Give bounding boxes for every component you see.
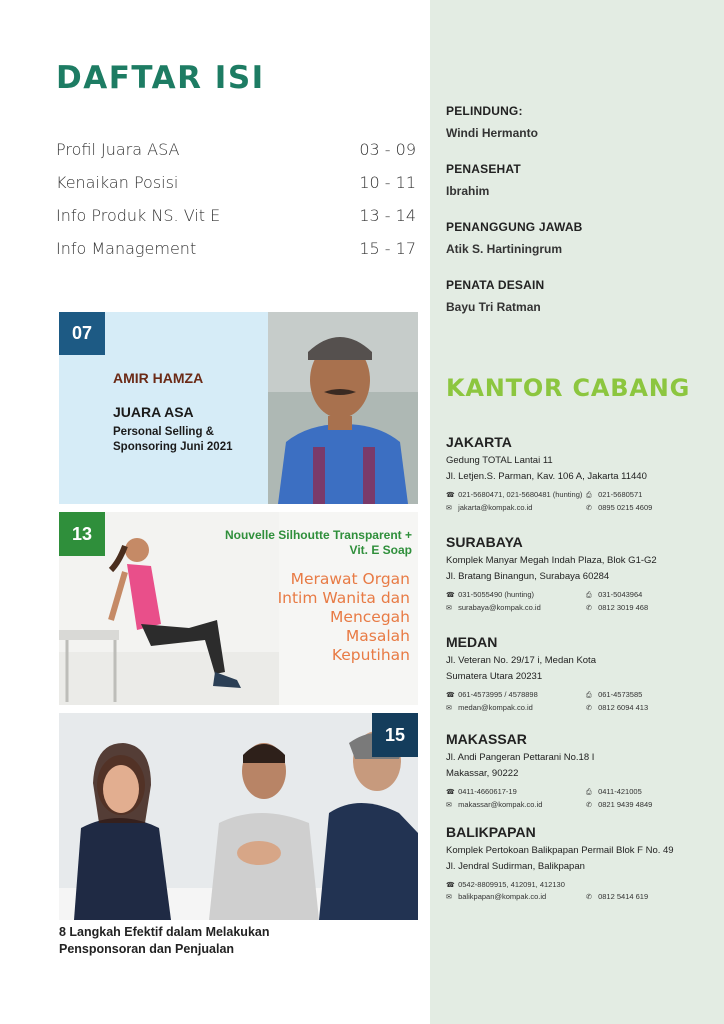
mail-icon: ✉ xyxy=(446,894,452,901)
email-address[interactable]: makassar@kompak.co.id xyxy=(458,800,543,809)
fax xyxy=(586,490,716,500)
branch-medan xyxy=(446,634,716,712)
toc-item-pages: 15 - 17 xyxy=(359,239,416,258)
phone xyxy=(446,787,586,797)
address-line: Jl. Veteran No. 29/17 i, Medan Kota xyxy=(446,655,596,666)
credit-name: Atik S. Hartiningrum xyxy=(446,242,563,256)
branch-city: BALIKPAPAN xyxy=(446,824,536,840)
credit-name: Windi Hermanto xyxy=(446,126,538,140)
toc-item-label: Info Produk NS. Vit E xyxy=(56,206,221,225)
toc-item[interactable] xyxy=(56,173,416,206)
whatsapp xyxy=(586,703,716,712)
phone-number: 0411-4660617-19 xyxy=(458,787,517,796)
phone xyxy=(446,880,586,889)
whatsapp xyxy=(586,892,716,901)
product-headline: Merawat Organ Intim Wanita dan Mencegah Masalah Keputihan xyxy=(277,570,410,664)
address-line: Makassar, 90222 xyxy=(446,768,519,779)
fax-icon: ⎙ xyxy=(586,692,592,699)
profile-name: AMIR HAMZA xyxy=(113,370,204,386)
page-title: DAFTAR ISI xyxy=(56,60,265,96)
fax xyxy=(586,590,716,600)
address-line: Jl. Letjen.S. Parman, Kav. 106 A, Jakarta 11440 xyxy=(446,471,647,482)
whatsapp-number: 0812 3019 468 xyxy=(598,603,649,612)
award-title: JUARA ASA xyxy=(113,404,194,420)
phone-icon: ☎ xyxy=(446,692,455,699)
phone-number: 0542-8809915, 412091, 412130 xyxy=(458,880,565,889)
toc-item[interactable] xyxy=(56,206,416,239)
branch-city: SURABAYA xyxy=(446,534,523,550)
page-badge: 07 xyxy=(59,312,105,355)
toc-item-pages: 10 - 11 xyxy=(359,173,416,192)
credit-item xyxy=(446,104,716,140)
credit-role: PELINDUNG: xyxy=(446,104,523,118)
phone-icon: ☎ xyxy=(446,882,455,889)
credit-name: Bayu Tri Ratman xyxy=(446,300,541,314)
branches-title: KANTOR CABANG xyxy=(446,374,691,402)
email[interactable] xyxy=(446,800,586,809)
toc-item-pages: 03 - 09 xyxy=(359,140,416,159)
address-line: Gedung TOTAL Lantai 11 xyxy=(446,455,553,466)
whatsapp xyxy=(586,603,716,612)
profile-photo xyxy=(268,312,418,504)
mail-icon: ✉ xyxy=(446,605,452,612)
phone xyxy=(446,590,586,600)
whatsapp-number: 0895 0215 4609 xyxy=(598,503,653,512)
phone-number: 021-5680471, 021-5680481 (hunting) xyxy=(458,490,583,499)
email-address[interactable]: balikpapan@kompak.co.id xyxy=(458,892,547,901)
phone-icon: ☎ xyxy=(446,789,455,796)
page-badge: 15 xyxy=(372,713,418,757)
address-line: Komplek Pertokoan Balikpapan Permail Blok F No. 49 xyxy=(446,845,674,856)
whatsapp-icon: ✆ xyxy=(586,605,592,612)
phone-number: 031-5055490 (hunting) xyxy=(458,590,534,599)
fax-icon: ⎙ xyxy=(586,492,592,499)
branch-address xyxy=(446,653,716,685)
email[interactable] xyxy=(446,503,586,512)
table-of-contents xyxy=(56,140,416,272)
credit-role: PENATA DESAIN xyxy=(446,278,545,292)
address-line: Komplek Manyar Megah Indah Plaza, Blok G1-G2 xyxy=(446,555,657,566)
fax-number: 061-4573585 xyxy=(598,690,643,699)
fax-icon: ⎙ xyxy=(586,592,592,599)
branch-contacts xyxy=(446,787,716,809)
fax-icon: ⎙ xyxy=(586,789,592,796)
email-address[interactable]: medan@kompak.co.id xyxy=(458,703,533,712)
fax xyxy=(586,690,716,700)
whatsapp-number: 0812 5414 619 xyxy=(598,892,649,901)
phone xyxy=(446,490,586,500)
feature-management-card[interactable] xyxy=(59,713,418,920)
email[interactable] xyxy=(446,603,586,612)
credits xyxy=(446,104,716,336)
whatsapp-number: 0821 9439 4849 xyxy=(598,800,653,809)
branch-balikpapan xyxy=(446,824,716,901)
fax-number: 0411-421005 xyxy=(598,787,642,796)
address-line: Jl. Andi Pangeran Pettarani No.18 I xyxy=(446,752,595,763)
mail-icon: ✉ xyxy=(446,705,452,712)
fax-number: 031-5043964 xyxy=(598,590,643,599)
fax xyxy=(586,880,716,889)
branch-address xyxy=(446,843,716,875)
award-description: Personal Selling & Sponsoring Juni 2021 xyxy=(113,426,233,453)
whatsapp-icon: ✆ xyxy=(586,705,592,712)
credit-name: Ibrahim xyxy=(446,184,490,198)
branch-contacts xyxy=(446,690,716,712)
branch-city: JAKARTA xyxy=(446,434,512,450)
whatsapp-icon: ✆ xyxy=(586,802,592,809)
branch-surabaya xyxy=(446,534,716,612)
toc-item[interactable] xyxy=(56,239,416,272)
whatsapp-icon: ✆ xyxy=(586,894,592,901)
whatsapp-icon: ✆ xyxy=(586,505,592,512)
branch-jakarta xyxy=(446,434,716,512)
phone-icon: ☎ xyxy=(446,492,455,499)
whatsapp xyxy=(586,503,716,512)
toc-item-label: Profil Juara ASA xyxy=(56,140,180,159)
fax-number: 021-5680571 xyxy=(598,490,643,499)
mail-icon: ✉ xyxy=(446,802,452,809)
credit-item xyxy=(446,162,716,198)
mail-icon: ✉ xyxy=(446,505,452,512)
whatsapp xyxy=(586,800,716,809)
feature-product-card[interactable] xyxy=(59,512,418,705)
management-caption: 8 Langkah Efektif dalam Melakukan Pensponsoran dan Penjualan xyxy=(59,925,270,956)
branch-contacts xyxy=(446,880,716,901)
address-line: Jl. Bratang Binangun, Surabaya 60284 xyxy=(446,571,610,582)
toc-item-label: Info Management xyxy=(56,239,197,258)
branch-contacts xyxy=(446,490,716,512)
branch-contacts xyxy=(446,590,716,612)
credit-item xyxy=(446,278,716,314)
phone xyxy=(446,690,586,700)
fax xyxy=(586,787,716,797)
email-address[interactable]: jakarta@kompak.co.id xyxy=(458,503,533,512)
branch-makassar xyxy=(446,731,716,809)
branch-city: MEDAN xyxy=(446,634,498,650)
email-address[interactable]: surabaya@kompak.co.id xyxy=(458,603,541,612)
credit-role: PENASEHAT xyxy=(446,162,521,176)
portrait-illustration xyxy=(268,312,418,504)
credit-item xyxy=(446,220,716,256)
branch-address xyxy=(446,750,716,782)
product-name: Nouvelle Silhoutte Transparent + Vit. E Soap xyxy=(224,528,412,557)
branch-address xyxy=(446,553,716,585)
toc-item-label: Kenaikan Posisi xyxy=(56,173,179,192)
address-line: Sumatera Utara 20231 xyxy=(446,671,543,682)
whatsapp-number: 0812 6094 413 xyxy=(598,703,649,712)
email[interactable] xyxy=(446,892,586,901)
branch-address xyxy=(446,453,716,485)
page-badge: 13 xyxy=(59,512,105,556)
toc-item-pages: 13 - 14 xyxy=(359,206,416,225)
toc-item[interactable] xyxy=(56,140,416,173)
phone-number: 061-4573995 / 4578898 xyxy=(458,690,538,699)
meeting-illustration xyxy=(59,713,418,920)
address-line: Jl. Jendral Sudirman, Balikpapan xyxy=(446,861,585,872)
phone-icon: ☎ xyxy=(446,592,455,599)
branch-city: MAKASSAR xyxy=(446,731,527,747)
credit-role: PENANGGUNG JAWAB xyxy=(446,220,583,234)
email[interactable] xyxy=(446,703,586,712)
